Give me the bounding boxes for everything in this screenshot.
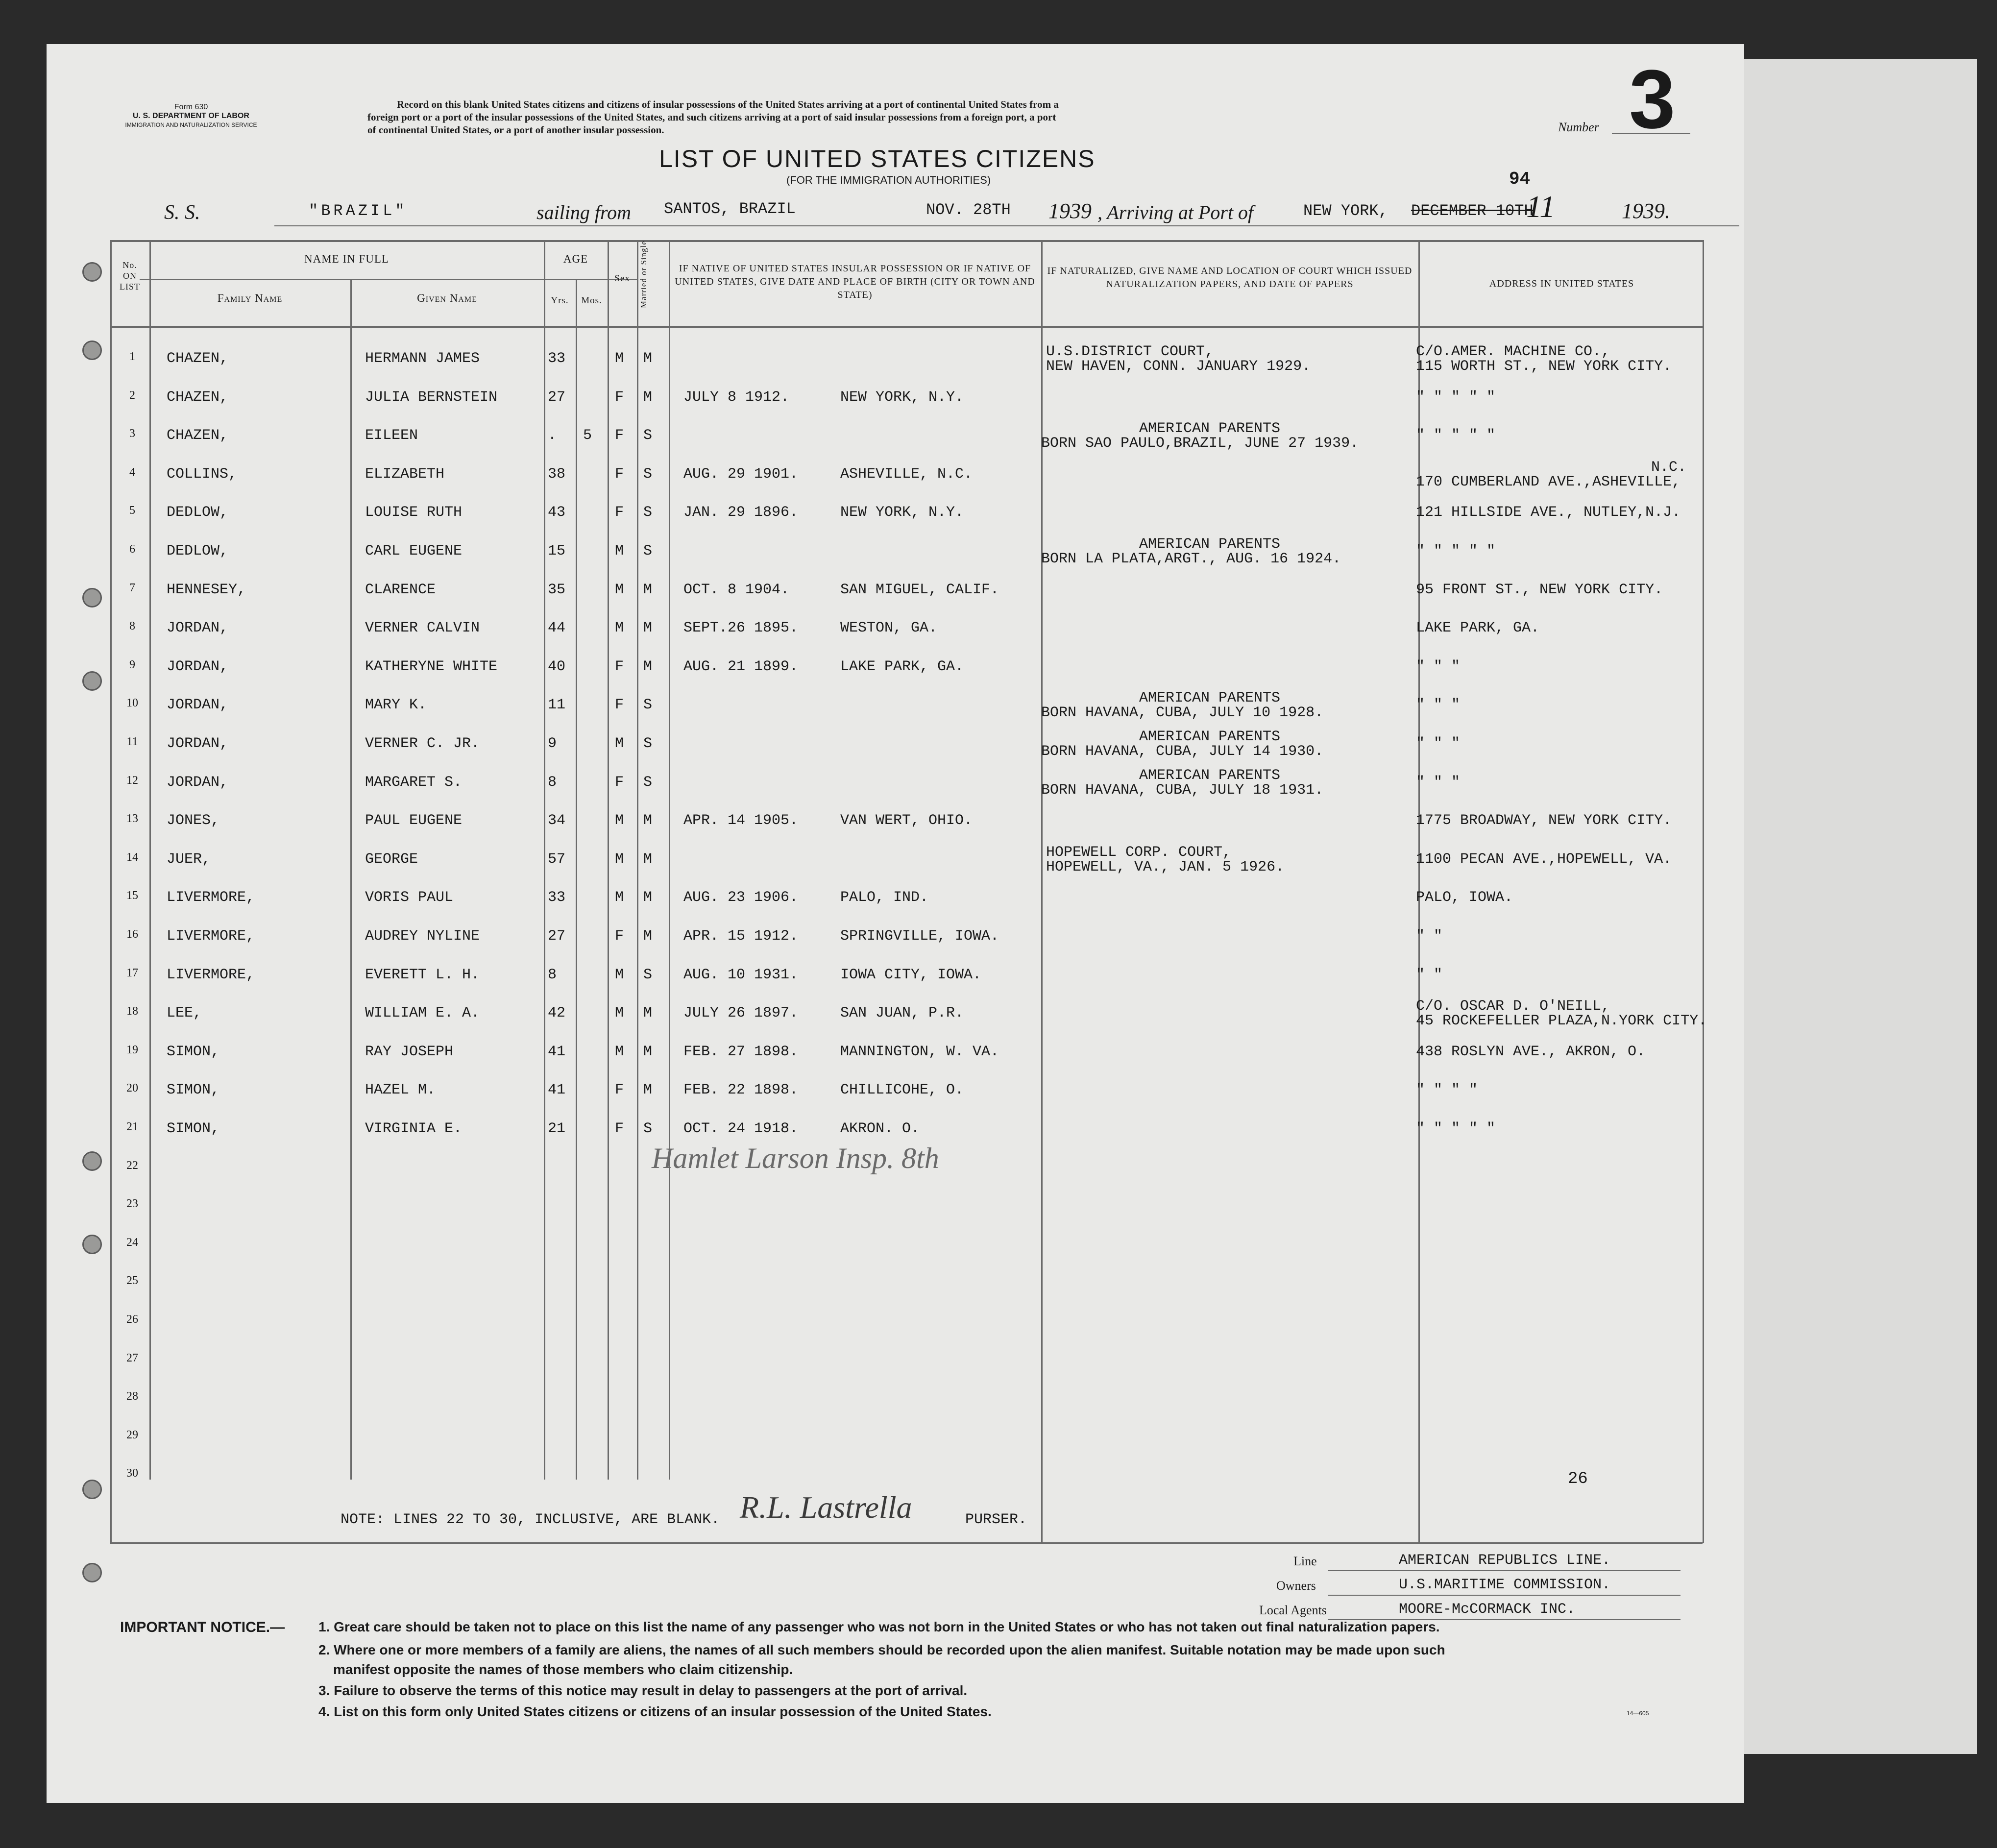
given-name: WILLIAM E. A.	[365, 1005, 480, 1022]
col-family-name: Family Name	[217, 292, 283, 304]
naturalization-line: AMERICAN PARENTS	[1139, 536, 1281, 553]
address-line: 45 ROCKEFELLER PLAZA,N.YORK CITY.	[1416, 1013, 1707, 1030]
age-years: 35	[548, 581, 566, 598]
given-name: ELIZABETH	[365, 465, 445, 483]
owners-underline	[1328, 1595, 1680, 1596]
birth-date: FEB. 22 1898.	[683, 1082, 799, 1099]
address-line: " "	[1416, 966, 1443, 983]
age-years: 41	[548, 1043, 566, 1060]
notice-item: 1. Great care should be taken not to place on this list the name of any passenger who was not born in the United States or who has not taken out final naturalization papers.	[318, 1619, 1440, 1634]
family-name: LIVERMORE,	[167, 889, 255, 906]
address-line: " " "	[1416, 658, 1461, 675]
row-number: 10	[126, 697, 138, 710]
given-name: VERNER C. JR.	[365, 735, 480, 752]
purser-signature: R.L. Lastrella	[740, 1490, 912, 1525]
given-name: VERNER CALVIN	[365, 620, 480, 637]
address-line: 438 ROSLYN AVE., AKRON, O.	[1416, 1043, 1646, 1060]
marital-status: S	[643, 697, 653, 714]
address-line: " " " "	[1416, 1082, 1478, 1099]
birth-place: LAKE PARK, GA.	[840, 658, 964, 675]
given-name: EVERETT L. H.	[365, 966, 480, 983]
row-number: 6	[129, 543, 135, 556]
family-name: JORDAN,	[167, 620, 229, 637]
birth-place: PALO, IND.	[840, 889, 929, 906]
row-number: 13	[126, 812, 138, 826]
address-line: 121 HILLSIDE AVE., NUTLEY,N.J.	[1416, 504, 1681, 521]
age-years: 9	[548, 735, 557, 752]
row-number: 17	[126, 966, 138, 979]
family-name: DEDLOW,	[167, 504, 229, 521]
address-line: " " " " "	[1416, 1120, 1496, 1137]
sex: F	[615, 658, 624, 675]
sex: F	[615, 1082, 624, 1099]
row-number: 18	[126, 1005, 138, 1018]
row-number: 21	[126, 1120, 138, 1133]
sex: F	[615, 928, 624, 945]
given-name: JULIA BERNSTEIN	[365, 389, 498, 406]
punch-hole	[82, 1480, 102, 1499]
sailing-year: 1939	[1048, 199, 1092, 223]
row-number: 29	[126, 1428, 138, 1441]
given-name: VIRGINIA E.	[365, 1120, 463, 1137]
sex: M	[615, 851, 624, 868]
row-number: 19	[126, 1043, 138, 1056]
sex: M	[615, 812, 624, 829]
row-number: 26	[126, 1313, 138, 1326]
family-name: LEE,	[167, 1005, 202, 1022]
marital-status: S	[643, 427, 653, 444]
row-number: 22	[126, 1159, 138, 1172]
marital-status: S	[643, 774, 653, 791]
table-top-rule	[110, 240, 1703, 242]
birth-place: SAN MIGUEL, CALIF.	[840, 581, 999, 598]
table-row	[0, 840, 1997, 878]
sailing-date: NOV. 28TH	[926, 201, 1011, 219]
voyage-underline	[274, 225, 1739, 226]
col-given-name: Given Name	[417, 292, 477, 304]
owners-label: Owners	[1276, 1579, 1316, 1593]
table-row	[0, 763, 1997, 802]
instruction-line: Record on this blank United States citizens and citizens of insular possessions of the United States arriving at a port of continental United States from a	[397, 98, 1059, 110]
address-line: C/O. OSCAR D. O'NEILL,	[1416, 998, 1610, 1015]
col-sex: Sex	[614, 273, 630, 284]
service-name: IMMIGRATION AND NATURALIZATION SERVICE	[125, 122, 257, 128]
arriving-label: , Arriving at Port of	[1097, 201, 1254, 223]
page-subtitle: (FOR THE IMMIGRATION AUTHORITIES)	[786, 174, 991, 186]
age-years: 42	[548, 1005, 566, 1022]
sex: F	[615, 427, 624, 444]
table-row	[0, 609, 1997, 647]
arrival-port: NEW YORK,	[1303, 202, 1388, 220]
row-number: 24	[126, 1236, 138, 1249]
marital-status: M	[643, 1005, 653, 1022]
address-line: N.C.	[1651, 459, 1687, 476]
naturalization-line: AMERICAN PARENTS	[1139, 690, 1281, 707]
marital-status: S	[643, 966, 653, 983]
notice-item: 3. Failure to observe the terms of this notice may result in delay to passengers at the port of arrival.	[318, 1683, 968, 1698]
row-number: 5	[129, 504, 135, 517]
row-number: 2	[129, 389, 135, 402]
table-row	[0, 802, 1997, 840]
family-name: LIVERMORE,	[167, 928, 255, 945]
naturalization-line: AMERICAN PARENTS	[1139, 729, 1281, 745]
table-row	[0, 493, 1997, 532]
birth-date: AUG. 29 1901.	[683, 465, 799, 483]
naturalization-line: AMERICAN PARENTS	[1139, 420, 1281, 438]
address-line: 1100 PECAN AVE.,HOPEWELL, VA.	[1416, 851, 1672, 868]
birth-date: OCT. 8 1904.	[683, 581, 790, 598]
birth-place: CHILLICOHE, O.	[840, 1082, 964, 1099]
given-name: KATHERYNE WHITE	[365, 658, 498, 675]
family-name: JORDAN,	[167, 774, 229, 791]
col-yrs: Yrs.	[551, 295, 569, 306]
given-name: LOUISE RUTH	[365, 504, 463, 521]
arrival-correction: 94	[1509, 169, 1531, 189]
birth-date: AUG. 23 1906.	[683, 889, 799, 906]
family-name: CHAZEN,	[167, 427, 229, 444]
given-name: AUDREY NYLINE	[365, 928, 480, 945]
address-line: " " " " "	[1416, 543, 1496, 559]
number-label: Number	[1558, 120, 1599, 134]
naturalization-line: AMERICAN PARENTS	[1139, 767, 1281, 784]
sex: M	[615, 543, 624, 559]
family-name: DEDLOW,	[167, 543, 229, 559]
important-notice-heading: IMPORTANT NOTICE.—	[120, 1619, 285, 1635]
col-name-in-full: NAME IN FULL	[304, 253, 389, 265]
line-value: AMERICAN REPUBLICS LINE.	[1399, 1552, 1611, 1569]
arrival-handwritten-day: 11	[1526, 189, 1556, 224]
address-line: LAKE PARK, GA.	[1416, 620, 1540, 637]
family-name: SIMON,	[167, 1120, 220, 1137]
marital-status: M	[643, 812, 653, 829]
sex: F	[615, 465, 624, 483]
punch-hole	[82, 1563, 102, 1582]
birth-date: AUG. 21 1899.	[683, 658, 799, 675]
row-number: 27	[126, 1351, 138, 1364]
given-name: CARL EUGENE	[365, 543, 463, 559]
row-number: 8	[129, 620, 135, 633]
sex: M	[615, 350, 624, 367]
birth-place: MANNINGTON, W. VA.	[840, 1043, 999, 1060]
sex: M	[615, 581, 624, 598]
marital-status: S	[643, 735, 653, 752]
birth-date: APR. 14 1905.	[683, 812, 799, 829]
age-years: 38	[548, 465, 566, 483]
col-mos: Mos.	[581, 295, 602, 306]
agents-value: MOORE-McCORMACK INC.	[1399, 1601, 1576, 1618]
given-name: VORIS PAUL	[365, 889, 454, 906]
col-no-on-list: No. ON LIST	[120, 260, 140, 292]
row-number: 16	[126, 928, 138, 941]
naturalization-line: NEW HAVEN, CONN. JANUARY 1929.	[1046, 358, 1311, 375]
table-row	[0, 455, 1997, 493]
birth-date: JULY 26 1897.	[683, 1005, 799, 1022]
list-number: 3	[1629, 53, 1676, 146]
col-age: AGE	[563, 253, 588, 265]
inspector-signature: Hamlet Larson Insp. 8th	[652, 1142, 939, 1174]
row-number: 3	[129, 427, 135, 440]
address-line: " " " " "	[1416, 389, 1496, 406]
given-name: RAY JOSEPH	[365, 1043, 454, 1060]
birth-date: AUG. 10 1931.	[683, 966, 799, 983]
col-address: ADDRESS IN UNITED STATES	[1489, 278, 1634, 289]
birth-date: SEPT.26 1895.	[683, 620, 799, 637]
given-name: CLARENCE	[365, 581, 436, 598]
agents-label: Local Agents	[1259, 1603, 1327, 1617]
age-years: .	[548, 427, 557, 444]
marital-status: S	[643, 504, 653, 521]
marital-status: M	[643, 851, 653, 868]
naturalization-line: U.S.DISTRICT COURT,	[1046, 343, 1214, 360]
arrival-year: 1939.	[1622, 199, 1670, 223]
naturalization-line: BORN LA PLATA,ARGT., AUG. 16 1924.	[1041, 551, 1341, 567]
marital-status: S	[643, 543, 653, 559]
address-line: 115 WORTH ST., NEW YORK CITY.	[1416, 358, 1672, 375]
birth-place: AKRON. O.	[840, 1120, 920, 1137]
marital-status: M	[643, 928, 653, 945]
age-years: 21	[548, 1120, 566, 1137]
table-row	[0, 956, 1997, 994]
given-name: MARY K.	[365, 697, 427, 714]
sailing-label: sailing from	[536, 201, 631, 223]
age-years: 44	[548, 620, 566, 637]
sex: F	[615, 774, 624, 791]
marital-status: M	[643, 581, 653, 598]
table-row	[0, 994, 1997, 1032]
birth-place: SPRINGVILLE, IOWA.	[840, 928, 999, 945]
marital-status: M	[643, 1082, 653, 1099]
blank-lines-note: NOTE: LINES 22 TO 30, INCLUSIVE, ARE BLANK.	[341, 1511, 720, 1528]
address-line: " " "	[1416, 697, 1461, 714]
col-birth: IF NATIVE OF UNITED STATES INSULAR POSSESSION OR IF NATIVE OF UNITED STATES, GIVE DATE AND PLACE OF BIRTH (CITY OR TOWN AND STATE)	[675, 263, 1035, 300]
page-title: LIST OF UNITED STATES CITIZENS	[659, 145, 1096, 172]
row-number: 1	[129, 350, 135, 363]
marital-status: M	[643, 389, 653, 406]
sex: M	[615, 1005, 624, 1022]
punch-hole	[82, 1235, 102, 1254]
age-years: 43	[548, 504, 566, 521]
birth-place: NEW YORK, N.Y.	[840, 504, 964, 521]
sex: M	[615, 1043, 624, 1060]
instructions	[367, 98, 1059, 136]
age-years: 40	[548, 658, 566, 675]
sex: F	[615, 504, 624, 521]
birth-date: APR. 15 1912.	[683, 928, 799, 945]
family-name: CHAZEN,	[167, 350, 229, 367]
table-row	[0, 340, 1997, 378]
sailing-port: SANTOS, BRAZIL	[664, 200, 796, 218]
table-row	[0, 378, 1997, 416]
page-count: 26	[1568, 1470, 1588, 1488]
address-line: " " "	[1416, 774, 1461, 791]
naturalization-line: BORN HAVANA, CUBA, JULY 14 1930.	[1041, 743, 1324, 760]
punch-hole	[82, 1151, 102, 1171]
sex: F	[615, 697, 624, 714]
ship-name: "BRAZIL"	[309, 202, 408, 220]
birth-place: NEW YORK, N.Y.	[840, 389, 964, 406]
family-name: LIVERMORE,	[167, 966, 255, 983]
row-number: 30	[126, 1467, 138, 1480]
address-line: 95 FRONT ST., NEW YORK CITY.	[1416, 581, 1663, 598]
notice-item: 4. List on this form only United States citizens or citizens of an insular possession of the United States.	[318, 1704, 992, 1719]
row-number: 28	[126, 1390, 138, 1403]
given-name: MARGARET S.	[365, 774, 463, 791]
given-name: HERMANN JAMES	[365, 350, 480, 367]
department: U. S. DEPARTMENT OF LABOR	[133, 112, 249, 120]
table-row	[0, 416, 1997, 455]
row-number: 15	[126, 889, 138, 902]
table-row	[0, 1071, 1997, 1109]
instruction-line: foreign port or a port of the insular possessions of the United States, and such citizens arriving at a port of said insular possessions from a foreign port, a port	[367, 111, 1056, 123]
row-number: 12	[126, 774, 138, 787]
birth-place: ASHEVILLE, N.C.	[840, 465, 973, 483]
address-line: " " "	[1416, 735, 1461, 752]
birth-date: JULY 8 1912.	[683, 389, 790, 406]
family-name: HENNESEY,	[167, 581, 246, 598]
punch-hole	[82, 262, 102, 282]
form-identifier	[108, 103, 274, 129]
family-name: CHAZEN,	[167, 389, 229, 406]
printer-mark: 14—605	[1627, 1710, 1649, 1717]
family-name: JONES,	[167, 812, 220, 829]
line-label: Line	[1293, 1554, 1317, 1568]
birth-place: VAN WERT, OHIO.	[840, 812, 973, 829]
purser-label: PURSER.	[965, 1511, 1027, 1528]
table-row	[0, 571, 1997, 609]
family-name: COLLINS,	[167, 465, 238, 483]
marital-status: M	[643, 889, 653, 906]
notice-item: 2. Where one or more members of a family are aliens, the names of all such members should be recorded upon the alien manifest. Suitable notation may be made upon such	[318, 1642, 1445, 1657]
sex: M	[615, 966, 624, 983]
age-years: 33	[548, 889, 566, 906]
table-row	[0, 878, 1997, 917]
marital-status: M	[643, 1043, 653, 1060]
table-row	[0, 1033, 1997, 1071]
row-number: 23	[126, 1197, 138, 1211]
notice-item: manifest opposite the names of those members who claim citizenship.	[333, 1662, 793, 1677]
address-line: " "	[1416, 928, 1443, 945]
address-line: PALO, IOWA.	[1416, 889, 1513, 906]
birth-date: FEB. 27 1898.	[683, 1043, 799, 1060]
naturalization-line: BORN SAO PAULO,BRAZIL, JUNE 27 1939.	[1041, 435, 1359, 452]
sex: F	[615, 1120, 624, 1137]
age-years: 8	[548, 774, 557, 791]
marital-status: S	[643, 1120, 653, 1137]
address-line: 1775 BROADWAY, NEW YORK CITY.	[1416, 812, 1672, 829]
marital-status: M	[643, 620, 653, 637]
address-line: C/O.AMER. MACHINE CO.,	[1416, 343, 1610, 360]
table-head-rule	[110, 326, 1703, 328]
table-row	[0, 725, 1997, 763]
family-name: JORDAN,	[167, 697, 229, 714]
marital-status: S	[643, 465, 653, 483]
table-row	[0, 686, 1997, 724]
line-underline	[1328, 1570, 1680, 1571]
age-years: 34	[548, 812, 566, 829]
naturalization-line: BORN HAVANA, CUBA, JULY 18 1931.	[1041, 781, 1324, 799]
birth-place: SAN JUAN, P.R.	[840, 1005, 964, 1022]
instruction-line: of continental United States, or a port of another insular possession.	[367, 124, 664, 136]
table-row	[0, 532, 1997, 570]
form-number: Form 630	[174, 103, 208, 111]
birth-place: IOWA CITY, IOWA.	[840, 966, 982, 983]
age-years: 15	[548, 543, 566, 559]
age-years: 8	[548, 966, 557, 983]
naturalization-line: BORN HAVANA, CUBA, JULY 10 1928.	[1041, 705, 1324, 722]
birth-date: OCT. 24 1918.	[683, 1120, 799, 1137]
owners-value: U.S.MARITIME COMMISSION.	[1399, 1577, 1611, 1593]
row-number: 20	[126, 1082, 138, 1095]
table-row	[0, 648, 1997, 686]
birth-place: WESTON, GA.	[840, 620, 938, 637]
row-number: 9	[129, 658, 135, 671]
given-name: GEORGE	[365, 851, 418, 868]
sex: F	[615, 389, 624, 406]
table-bottom-rule	[110, 1542, 1703, 1544]
address-line: " " " " "	[1416, 427, 1496, 444]
given-name: EILEEN	[365, 427, 418, 444]
row-number: 14	[126, 851, 138, 864]
row-number: 4	[129, 465, 135, 479]
family-name: JORDAN,	[167, 735, 229, 752]
naturalization-line: HOPEWELL, VA., JAN. 5 1926.	[1046, 858, 1285, 875]
col-married-single: Married or Single	[639, 241, 648, 308]
table-row	[0, 917, 1997, 955]
age-years: 33	[548, 350, 566, 367]
arrival-date: DECEMBER 10TH	[1411, 202, 1534, 220]
sex: M	[615, 889, 624, 906]
address-line: 170 CUMBERLAND AVE.,ASHEVILLE,	[1416, 473, 1681, 490]
sex: M	[615, 620, 624, 637]
age-years: 27	[548, 389, 566, 406]
age-years: 41	[548, 1082, 566, 1099]
family-name: SIMON,	[167, 1082, 220, 1099]
age-months: 5	[583, 427, 592, 444]
family-name: JORDAN,	[167, 658, 229, 675]
row-number: 11	[126, 735, 138, 748]
col-naturalized: IF NATURALIZED, GIVE NAME AND LOCATION OF COURT WHICH ISSUED NATURALIZATION PAPERS, AND DATE OF PAPERS	[1047, 266, 1413, 290]
row-number: 7	[129, 581, 135, 594]
given-name: HAZEL M.	[365, 1082, 436, 1099]
given-name: PAUL EUGENE	[365, 812, 463, 829]
naturalization-line: HOPEWELL CORP. COURT,	[1046, 844, 1232, 861]
family-name: SIMON,	[167, 1043, 220, 1060]
family-name: JUER,	[167, 851, 211, 868]
age-years: 11	[548, 697, 566, 714]
marital-status: M	[643, 658, 653, 675]
table-row	[0, 1110, 1997, 1148]
ss-label: S. S.	[164, 201, 200, 224]
sex: M	[615, 735, 624, 752]
birth-date: JAN. 29 1896.	[683, 504, 799, 521]
age-years: 57	[548, 851, 566, 868]
age-years: 27	[548, 928, 566, 945]
row-number: 25	[126, 1274, 138, 1288]
marital-status: M	[643, 350, 653, 367]
